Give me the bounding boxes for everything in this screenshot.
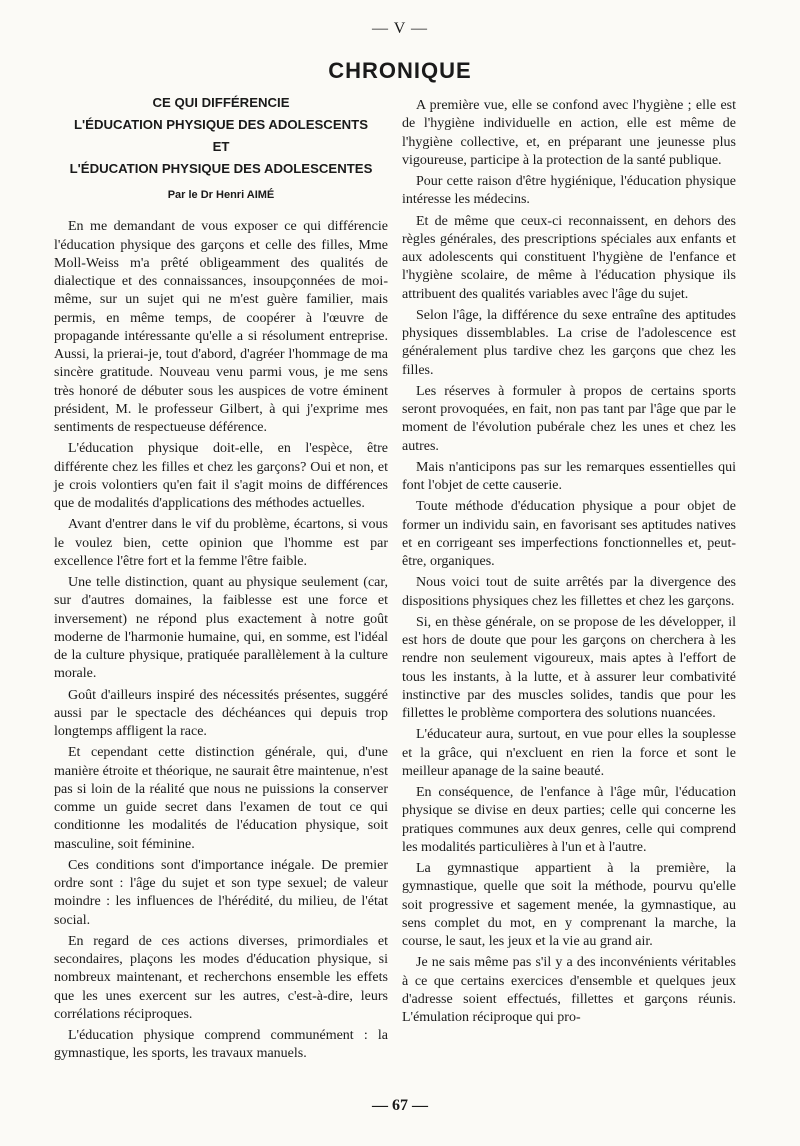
right-column xyxy=(402,97,736,1030)
paragraph: Mais n'anticipons pas sur les remarques essentielles qui font l'objet de cette causerie. xyxy=(402,459,736,493)
paragraph: Nous voici tout de suite arrêtés par la divergence des dispositions physiques chez les fillettes et chez les garçons. xyxy=(402,575,736,609)
article-title-line: ET xyxy=(212,139,230,154)
paragraph: La gymnastique appartient à la première, la gymnastique, quelle que soit la méthode, pourvu qu'elle soit progressive et sagement menée, la gymnastique, au sens complet du mot, en y comprenant la marche, la course, le saut, les jeux et la vie au grand air. xyxy=(402,861,736,949)
paragraph: Si, en thèse générale, on se propose de les développer, il est hors de doute que pour les garçons on cherchera à les rendre non seulement vigoureux, mais aptes à l'effort de tous les instants, à la lutte, et à assurer leur combativité instinctive par des muscles solides, tandis que pour les fillettes le problème comportera des solutions nuancées. xyxy=(402,614,736,721)
article-title xyxy=(54,92,388,180)
paragraph: Une telle distinction, quant au physique seulement (car, sur d'autres domaines, la faiblesse est une force et inversement) ne répond plus exactement à notre goût moderne de l'harmonie humaine, qui, en somme, est l'idéal de la culture physique, pratiquée parallèlement à la culture morale. xyxy=(54,575,388,682)
article-title-line: L'ÉDUCATION PHYSIQUE DES ADOLESCENTES xyxy=(69,161,373,176)
paragraph: En me demandant de vous exposer ce qui différencie l'éducation physique des garçons et celle des filles, Mme Moll-Weiss m'a prêté obligeamment des qualités de dialectique et des connaissances, insoupçonnées de moi-même, sur un sujet qui ne m'est guère familier, mais permis, en même temps, de coopérer à l'œuvre de propagande intéressante qu'elle a si résolument entreprise. Aussi, la prierai-je, tout d'abord, d'agréer l'hommage de ma sincère gratitude. Nouveau venu parmi vous, je me sens très honoré de débuter sous les auspices de votre éminent président, M. le professeur Gilbert, à qui j'exprime mes sentiments de respectueuse déférence. xyxy=(54,219,388,435)
roman-page-number: — V — xyxy=(372,20,428,37)
paragraph: L'éducateur aura, surtout, en vue pour elles la souplesse et la grâce, qui n'excluent en rien la force et sont le meilleur apanage de la saine beauté. xyxy=(402,727,736,779)
paragraph: En regard de ces actions diverses, primordiales et secondaires, plaçons les modes d'éducation physique, si nombreux maintenant, et recherchons ensemble les effets que les unes exercent sur les autres, c'est-à-dire, leurs corrélations réciproques. xyxy=(54,933,388,1022)
paragraph: Avant d'entrer dans le vif du problème, écartons, si vous le voulez bien, cette opinion que l'homme est par excellence l'être fort et la femme l'être faible. xyxy=(54,517,388,569)
paragraph: Pour cette raison d'être hygiénique, l'éducation physique intéresse les médecins. xyxy=(402,174,736,208)
paragraph: En conséquence, de l'enfance à l'âge mûr, l'éducation physique se divise en deux parties; celle qui concerne les pratiques communes aux deux genres, celle qui comprend les modalités particulières à l'un et à l'autre. xyxy=(402,785,736,855)
section-heading: CHRONIQUE xyxy=(328,58,472,83)
left-column xyxy=(54,92,388,1067)
paragraph: L'éducation physique doit-elle, en l'espèce, être différente chez les filles et chez les garçons? Oui et non, et je crois volontiers qu'en fait il s'agit moins de différences que de modalités d'applications des méthodes actuelles. xyxy=(54,441,388,511)
article-title-line: L'ÉDUCATION PHYSIQUE DES ADOLESCENTS xyxy=(73,117,369,132)
paragraph: Je ne sais même pas s'il y a des inconvénients véritables à ce que certains exercices d'ensemble et quelques jeux d'adresse soient effectués, fillettes et garçons réunis. L'émulation réciproque qui pro- xyxy=(402,955,736,1025)
paragraph: Et de même que ceux-ci reconnaissent, en dehors des règles générales, des prescriptions spéciales aux enfants et aux adolescents qui constituent l'hygiène de l'enfance et l'hygiène scolaire, de même à l'éducation physique ils attribuent des qualités variables avec l'âge du sujet. xyxy=(402,213,736,302)
paragraph: Les réserves à formuler à propos de certains sports seront provoquées, en fait, non pas tant par l'âge que par le moment de l'évolution pubérale chez les unes et chez les autres. xyxy=(402,383,736,454)
article-title-line: CE QUI DIFFÉRENCIE xyxy=(152,95,290,110)
paragraph: A première vue, elle se confond avec l'hygiène ; elle est de l'hygiène individuelle en action, elle est même de l'hygiène collective, et, en préparant une jeunesse plus vigoureuse, participe à la protection de la santé publique. xyxy=(402,98,736,168)
page-number: — 67 — xyxy=(372,1097,428,1114)
paragraph: Goût d'ailleurs inspiré des nécessités présentes, suggéré aussi par le spectacle des déchéances qui depuis trop longtemps affligent la race. xyxy=(54,687,388,739)
paragraph: Selon l'âge, la différence du sexe entraîne des aptitudes physiques dissemblables. La crise de l'adolescence est généralement plus tardive chez les garçons que chez les filles. xyxy=(402,307,736,378)
paragraph: Toute méthode d'éducation physique a pour objet de former un individu sain, en favorisant ses aptitudes natives et en corrigeant ses imperfections fonctionnelles et, peut-être, organiques. xyxy=(402,499,736,569)
article-byline: Par le Dr Henri AIMÉ xyxy=(167,189,275,201)
paragraph: L'éducation physique comprend communément : la gymnastique, les sports, les travaux manuels. xyxy=(54,1028,388,1062)
paragraph: Ces conditions sont d'importance inégale. De premier ordre sont : l'âge du sujet et son type sexuel; de valeur moindre : les influences de l'hérédité, du milieu, de l'état social. xyxy=(54,857,388,928)
paragraph: Et cependant cette distinction générale, qui, d'une manière étroite et théorique, ne saurait être maintenue, n'est pas si loin de la réalité que nous ne puissions la conserver comme un guide secret dans l'examen de tout ce qui conditionne les modalités de l'éducation physique, soit masculine, soit féminine. xyxy=(54,745,388,852)
